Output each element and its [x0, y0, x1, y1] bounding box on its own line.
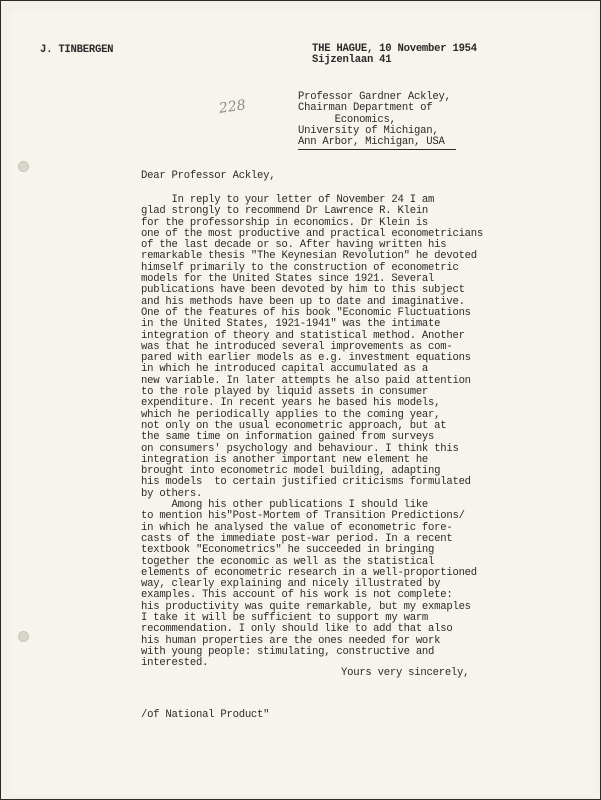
- salutation: Dear Professor Ackley,: [141, 170, 276, 182]
- handwritten-annotation: 228: [218, 97, 247, 117]
- address-underline: [298, 149, 456, 150]
- punch-holes: [18, 11, 32, 795]
- letter-body: In reply to your letter of November 24 I am glad strongly to recommend Dr Lawrence R. Klein for the professorship in economics. Dr Klein is one of the most productive and practical econometricians of the last decade or so. After having written his remarkable thesis "The Keynesian Revolution" he devoted himself primarily to the construction of econometric models for the United States since 1921. Several publications have been devoted by him to this subject and his methods have been up to date and imaginative. One of the features of his book "Economic Fluctuations in the United States, 1921-1941" was the intimate integration of theory and statistical method. Another was that he introduced several improvements as com- pared with earlier models as e.g. investment equations in which he introduced capital accumulated as a new variable. In later attempts he also paid attention to the role played by liquid assets in consumer expenditure. In recent years he based his models, which he periodically applies to the coming year, not only on the usual econometric approach, but at the same time on information gained from surveys on consumers' psychology and behaviour. I think this integration is another important new element he brought into econometric model building, adapting his models to certain justified criticisms formulated by others. Among his other publications I should like to mention his"Post-Mortem of Transition Predictions/ in which he analysed the value of econometric fore- casts of the immediate post-war period. In a recent textbook "Econometrics" he succeeded in bringing together the economic as well as the statistical elements of econometric research in a well-proportioned way, clearly explaining and nicely illustrated by examples. This account of his work is not complete: his productivity was quite remarkable, but my exmaples I take it will be sufficient to support my warm recommendation. I only should like to add that also his human properties are the ones needed for work with young people: stimulating, constructive and interested.: [141, 194, 484, 670]
- dateline: THE HAGUE, 10 November 1954 Sijzenlaan 41: [312, 43, 477, 67]
- recipient-address: Professor Gardner Ackley, Chairman Department of Economics, University of Michigan, Ann Arbor, Michigan, USA: [298, 91, 451, 149]
- punch-hole: [18, 161, 29, 172]
- closing: Yours very sincerely,: [341, 667, 470, 679]
- footnote: /of National Product": [141, 709, 270, 721]
- punch-hole: [18, 631, 29, 642]
- sender-name: J. TINBERGEN: [40, 44, 114, 56]
